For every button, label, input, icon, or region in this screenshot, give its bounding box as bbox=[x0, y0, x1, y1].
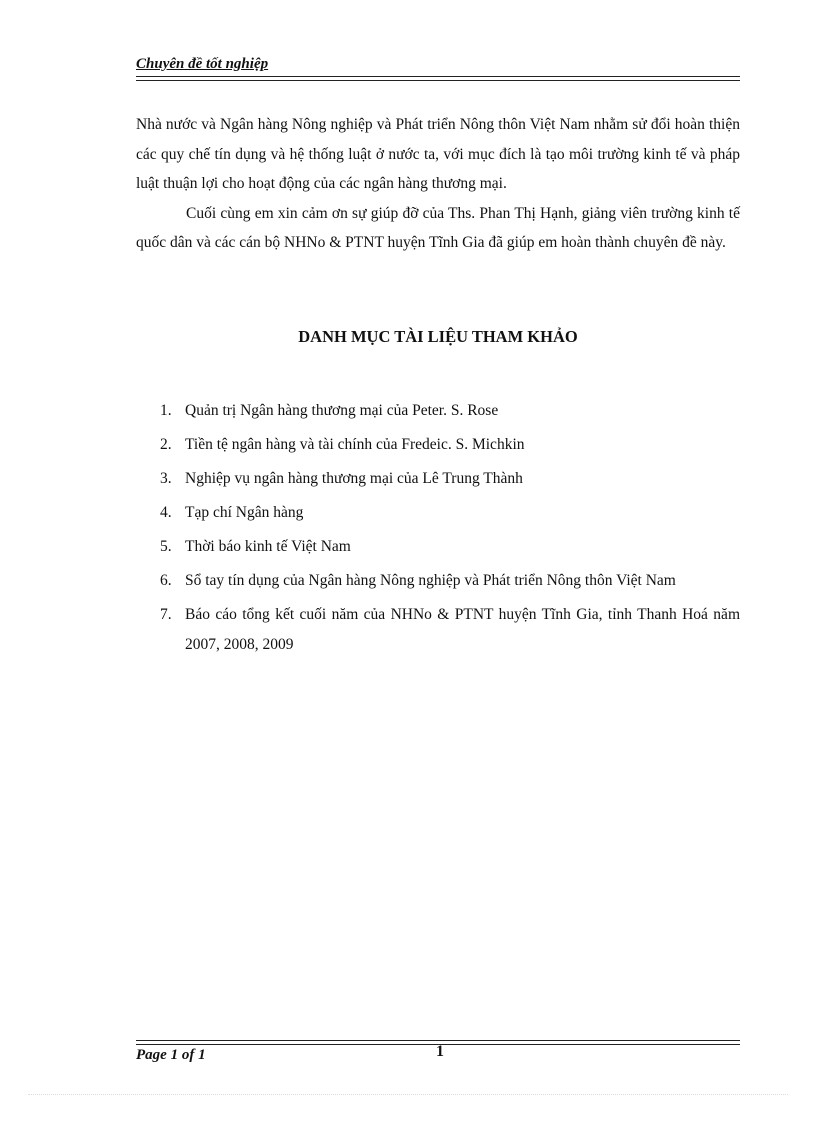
list-item-text: Thời báo kinh tế Việt Nam bbox=[185, 538, 351, 555]
list-item-text: Nghiệp vụ ngân hàng thương mại của Lê Trung Thành bbox=[185, 470, 523, 487]
list-item bbox=[136, 532, 740, 562]
list-item-text: Báo cáo tổng kết cuối năm của NHNo & PTNT huyện Tĩnh Gia, tỉnh Thanh Hoá năm 2007, 2008, 2009 bbox=[185, 606, 740, 653]
list-item bbox=[136, 396, 740, 426]
list-item-text: Tiền tệ ngân hàng và tài chính của Fredeic. S. Michkin bbox=[185, 436, 525, 453]
list-item bbox=[136, 566, 740, 596]
footer-page-label: Page 1 of 1 bbox=[136, 1047, 206, 1063]
list-item-text: Sổ tay tín dụng của Ngân hàng Nông nghiệp và Phát triển Nông thôn Việt Nam bbox=[185, 572, 676, 589]
list-item-number: 6. bbox=[160, 572, 172, 589]
paragraph-1: Nhà nước và Ngân hàng Nông nghiệp và Phát triển Nông thôn Việt Nam nhằm sử đổi hoàn thiện các quy chế tín dụng và hệ thống luật ở nước ta, với mục đích là tạo môi trường kinh tế và pháp luật thuận lợi cho hoạt động của các ngân hàng thương mại. bbox=[136, 116, 740, 192]
list-item-number: 1. bbox=[160, 402, 172, 419]
list-item-number: 7. bbox=[160, 606, 172, 623]
list-item bbox=[136, 430, 740, 460]
references-title: DANH MỤC TÀI LIỆU THAM KHẢO bbox=[298, 327, 578, 346]
reference-list bbox=[136, 396, 740, 664]
body-text bbox=[136, 110, 740, 258]
header-title: Chuyên đề tốt nghiệp bbox=[136, 56, 269, 72]
list-item-text: Tạp chí Ngân hàng bbox=[185, 504, 304, 521]
list-item bbox=[136, 498, 740, 528]
list-item-text: Quản trị Ngân hàng thương mại của Peter. S. Rose bbox=[185, 402, 499, 419]
page-edge-divider bbox=[28, 1094, 788, 1095]
header-rule bbox=[136, 76, 740, 81]
paragraph-2: Cuối cùng em xin cảm ơn sự giúp đỡ của Ths. Phan Thị Hạnh, giảng viên trường kinh tế quốc dân và các cán bộ NHNo & PTNT huyện Tĩnh Gia đã giúp em hoàn thành chuyên đề này. bbox=[136, 204, 740, 251]
list-item-number: 4. bbox=[160, 504, 172, 521]
list-item bbox=[136, 600, 740, 659]
list-item-number: 5. bbox=[160, 538, 172, 555]
footer-page-number: 1 bbox=[436, 1043, 444, 1060]
list-item-number: 3. bbox=[160, 470, 172, 487]
list-item bbox=[136, 464, 740, 494]
list-item-number: 2. bbox=[160, 436, 172, 453]
